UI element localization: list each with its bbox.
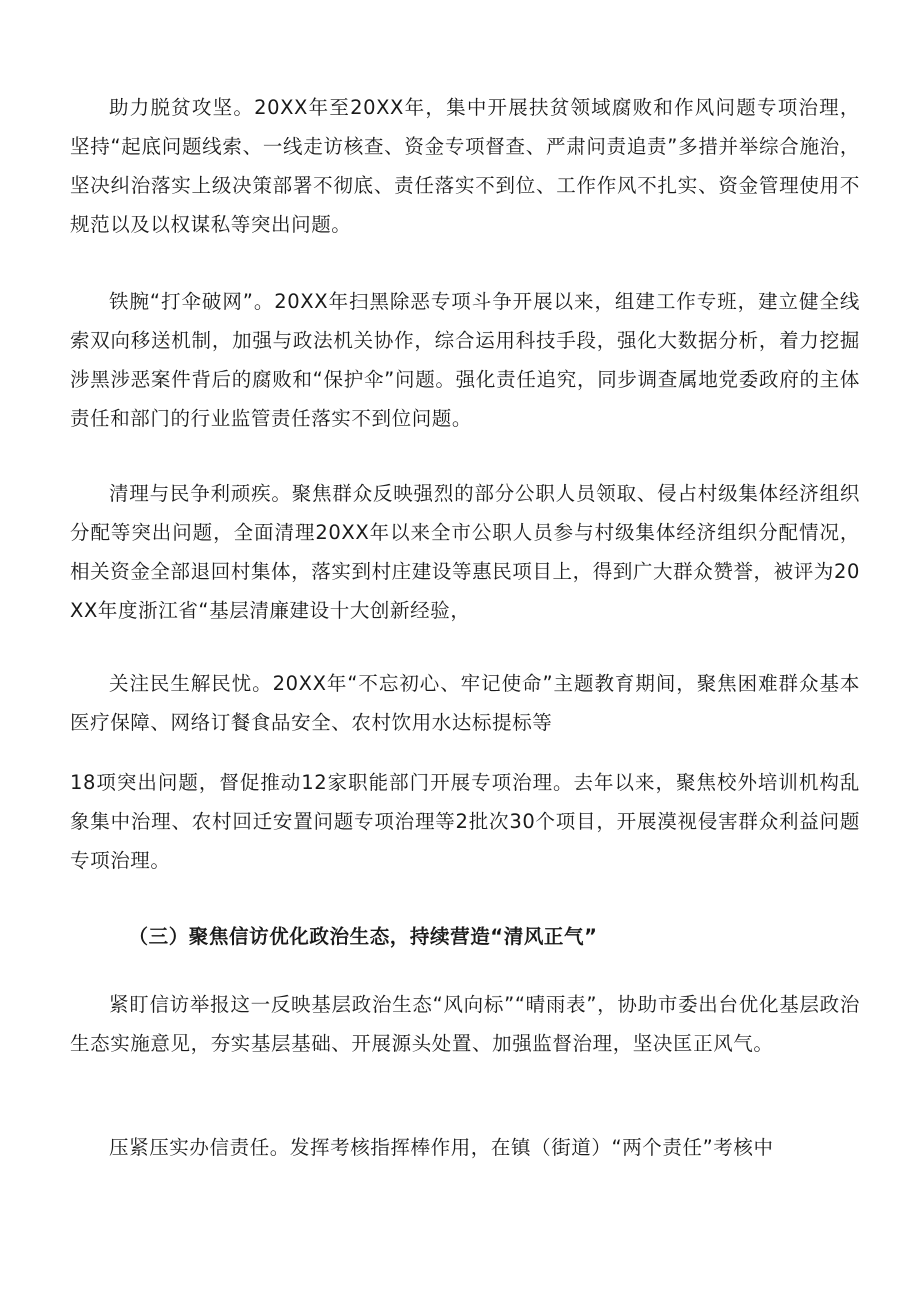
- paragraph-livelihood: 关注民生解民忧。20XX年“不忘初心、牢记使命”主题教育期间，聚焦困难群众基本医疗保障、网络订餐食品安全、农村饮用水达标提标等: [70, 672, 860, 734]
- paragraph-petition: 紧盯信访举报这一反映基层政治生态“风向标”“晴雨表”，协助市委出台优化基层政治生态实施意见，夯实基层基础、开展源头处置、加强监督治理，坚决匡正风气。: [70, 993, 860, 1055]
- paragraph-poverty-alleviation: 助力脱贫攻坚。20XX年至20XX年，集中开展扶贫领域腐败和作风问题专项治理，坚持“起底问题线索、一线走访核查、资金专项督查、严肃问责追责”多措并举综合施治，坚决纠治落实上级决策部署不彻底、责任落实不到位、工作作风不扎实、资金管理使用不规范以及以权谋私等突出问题。: [70, 96, 860, 236]
- section-heading: （三）聚焦信访优化政治生态，持续营造“清风正气”: [128, 925, 598, 948]
- paragraph-livelihood-continued: 18项突出问题，督促推动12家职能部门开展专项治理。去年以来，聚焦校外培训机构乱象集中治理、农村回迁安置问题专项治理等2批次30个项目，开展漠视侵害群众利益问题专项治理。: [70, 771, 860, 872]
- paragraph-responsibility: 压紧压实办信责任。发挥考核指挥棒作用，在镇（街道）“两个责任”考核中: [109, 1136, 774, 1159]
- paragraph-anti-crime: 铁腕“打伞破网”。20XX年扫黑除恶专项斗争开展以来，组建工作专班，建立健全线索双向移送机制，加强与政法机关协作，综合运用科技手段，强化大数据分析，着力挖掘涉黑涉恶案件背后的腐败和“保护伞”问题。强化责任追究，同步调查属地党委政府的主体责任和部门的行业监管责任落实不到位问题。: [70, 290, 860, 430]
- paragraph-clean-up: 清理与民争利顽疾。聚焦群众反映强烈的部分公职人员领取、侵占村级集体经济组织分配等突出问题，全面清理20XX年以来全市公职人员参与村级集体经济组织分配情况，相关资金全部退回村集体，落实到村庄建设等惠民项目上，得到广大群众赞誉，被评为20XX年度浙江省“基层清廉建设十大创新经验，: [70, 482, 860, 622]
